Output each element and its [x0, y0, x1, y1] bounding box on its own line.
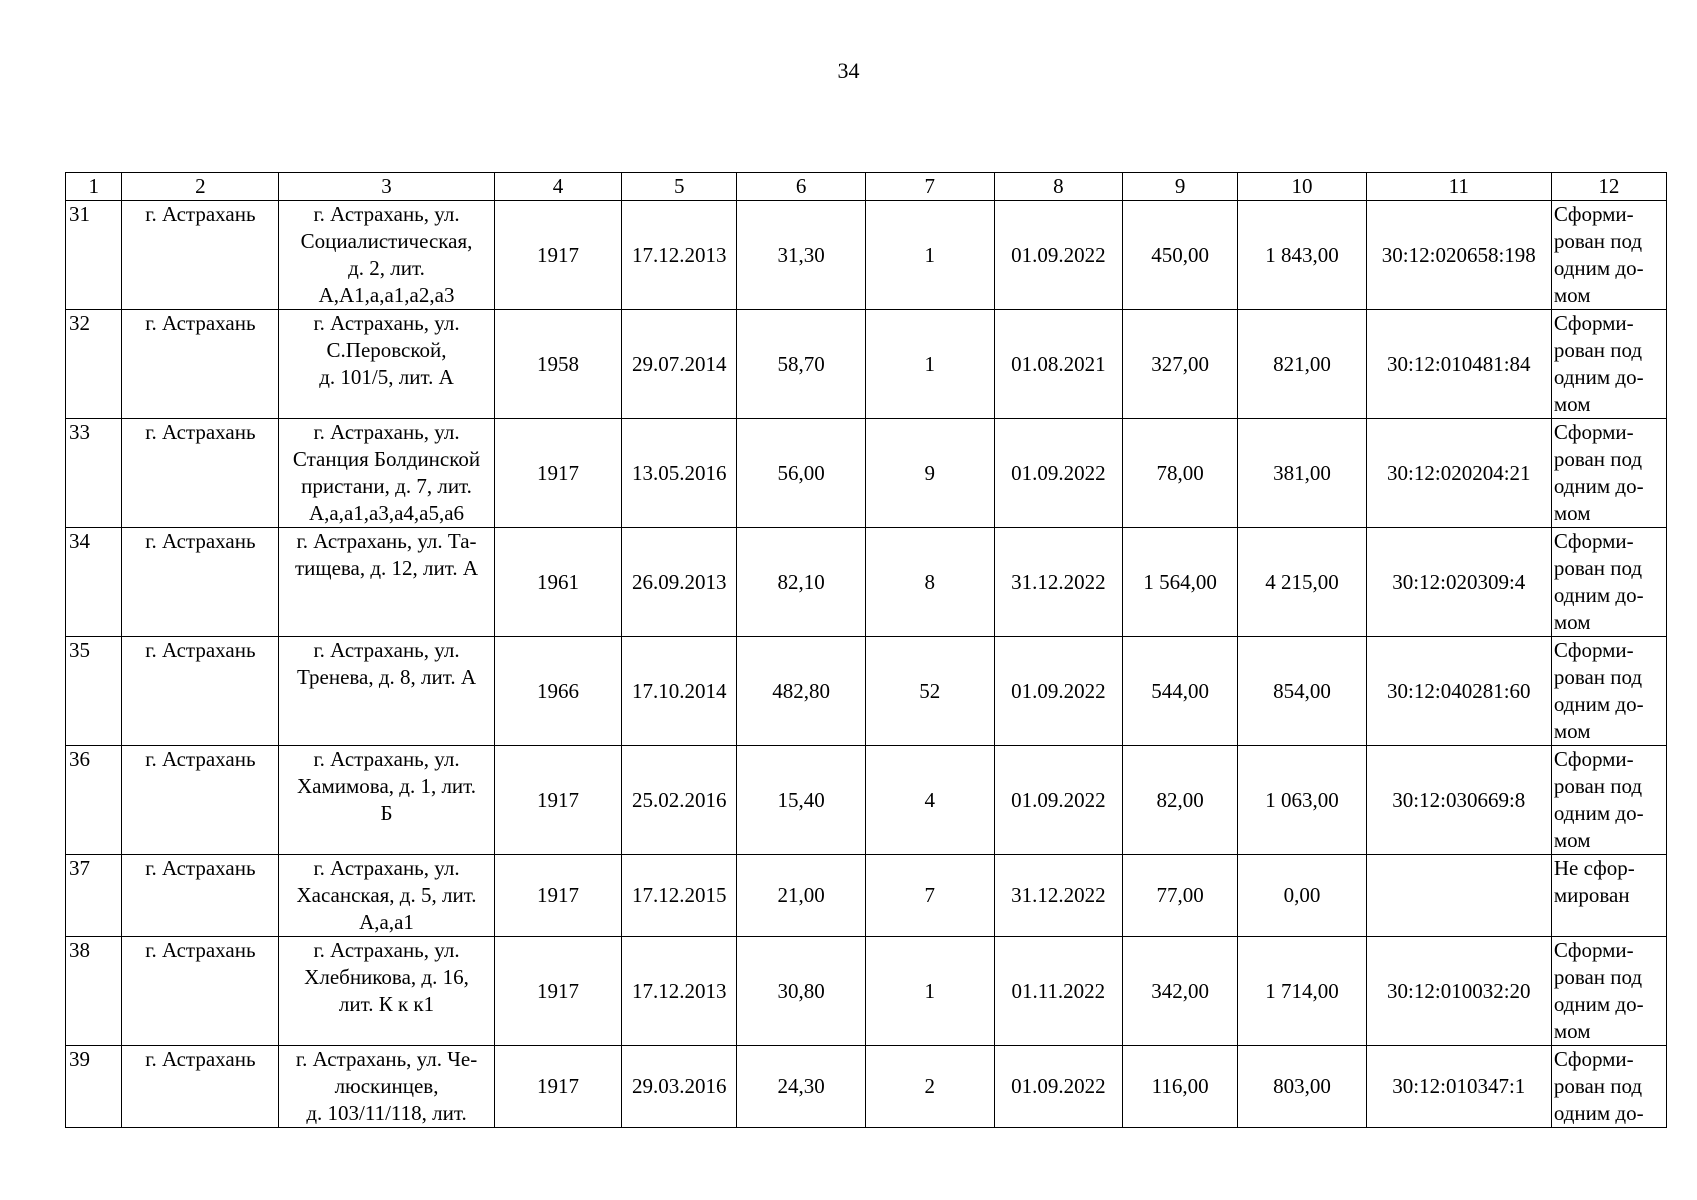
row-number: 35: [66, 637, 122, 746]
column-header: 2: [122, 173, 279, 201]
count-cell: 1: [865, 937, 994, 1046]
year-cell: 1966: [494, 637, 622, 746]
address-cell: [279, 746, 494, 855]
count-cell: 1: [865, 201, 994, 310]
column-header: 9: [1123, 173, 1238, 201]
address-cell: [279, 637, 494, 746]
col9-cell: 77,00: [1123, 855, 1238, 937]
count-cell: 4: [865, 746, 994, 855]
deadline-cell: 01.09.2022: [994, 746, 1123, 855]
date-cell: 26.09.2013: [622, 528, 737, 637]
deadline-cell: 31.12.2022: [994, 528, 1123, 637]
area-cell: 30,80: [737, 937, 866, 1046]
address-cell: [279, 1046, 494, 1128]
column-header: 11: [1366, 173, 1551, 201]
status-cell: [1551, 937, 1666, 1046]
column-header: 8: [994, 173, 1123, 201]
count-cell: 8: [865, 528, 994, 637]
column-header: 12: [1551, 173, 1666, 201]
year-cell: 1961: [494, 528, 622, 637]
col9-cell: 544,00: [1123, 637, 1238, 746]
col10-cell: 1 843,00: [1238, 201, 1367, 310]
column-header: 10: [1238, 173, 1367, 201]
area-cell: 15,40: [737, 746, 866, 855]
status-text: Сформи- рован под одним до- мом: [1553, 529, 1644, 634]
table-row: [66, 1046, 1667, 1128]
row-number: 37: [66, 855, 122, 937]
status-text: Не сфор- мирован: [1553, 856, 1635, 907]
date-cell: 17.12.2013: [622, 937, 737, 1046]
col9-cell: 327,00: [1123, 310, 1238, 419]
count-cell: 2: [865, 1046, 994, 1128]
row-number: 38: [66, 937, 122, 1046]
col9-cell: 82,00: [1123, 746, 1238, 855]
date-cell: 17.12.2015: [622, 855, 737, 937]
cadastral-number-cell: 30:12:010481:84: [1366, 310, 1551, 419]
area-cell: 31,30: [737, 201, 866, 310]
status-text: Сформи- рован под одним до-: [1553, 1047, 1644, 1125]
area-cell: 482,80: [737, 637, 866, 746]
city-cell: г. Астрахань: [122, 201, 279, 310]
address-text: г. Астрахань, ул. С.Перовской, д. 101/5, лит. А: [313, 311, 460, 389]
address-cell: [279, 528, 494, 637]
area-cell: 56,00: [737, 419, 866, 528]
row-number: 31: [66, 201, 122, 310]
table-row: [66, 637, 1667, 746]
col10-cell: 0,00: [1238, 855, 1367, 937]
date-cell: 25.02.2016: [622, 746, 737, 855]
col9-cell: 450,00: [1123, 201, 1238, 310]
row-number: 33: [66, 419, 122, 528]
address-text: г. Астрахань, ул. Че- люскинцев, д. 103/11/118, лит.: [295, 1047, 478, 1125]
column-header: 4: [494, 173, 622, 201]
col10-cell: 1 063,00: [1238, 746, 1367, 855]
status-cell: [1551, 746, 1666, 855]
deadline-cell: 01.09.2022: [994, 1046, 1123, 1128]
deadline-cell: 01.09.2022: [994, 201, 1123, 310]
city-cell: г. Астрахань: [122, 637, 279, 746]
table-row: [66, 855, 1667, 937]
cadastral-number-cell: 30:12:010347:1: [1366, 1046, 1551, 1128]
table-row: [66, 201, 1667, 310]
table-row: [66, 937, 1667, 1046]
address-cell: [279, 419, 494, 528]
deadline-cell: 01.08.2021: [994, 310, 1123, 419]
area-cell: 58,70: [737, 310, 866, 419]
address-text: г. Астрахань, ул. Та- тищева, д. 12, лит. А: [294, 529, 479, 580]
year-cell: 1917: [494, 201, 622, 310]
deadline-cell: 01.11.2022: [994, 937, 1123, 1046]
housing-register-table: [65, 172, 1667, 1128]
area-cell: 21,00: [737, 855, 866, 937]
col9-cell: 1 564,00: [1123, 528, 1238, 637]
status-text: Сформи- рован под одним до- мом: [1553, 420, 1644, 525]
deadline-cell: 01.09.2022: [994, 637, 1123, 746]
count-cell: 1: [865, 310, 994, 419]
year-cell: 1958: [494, 310, 622, 419]
page-number: 34: [837, 58, 860, 83]
row-number: 32: [66, 310, 122, 419]
year-cell: 1917: [494, 1046, 622, 1128]
year-cell: 1917: [494, 746, 622, 855]
row-number: 34: [66, 528, 122, 637]
col9-cell: 116,00: [1123, 1046, 1238, 1128]
cadastral-number-cell: 30:12:020204:21: [1366, 419, 1551, 528]
row-number: 36: [66, 746, 122, 855]
column-header: 6: [737, 173, 866, 201]
address-cell: [279, 855, 494, 937]
address-cell: [279, 937, 494, 1046]
address-text: г. Астрахань, ул. Хасанская, д. 5, лит. А,а,а1: [296, 856, 477, 934]
cadastral-number-cell: 30:12:020658:198: [1366, 201, 1551, 310]
status-text: Сформи- рован под одним до- мом: [1553, 311, 1644, 416]
cadastral-number-cell: 30:12:020309:4: [1366, 528, 1551, 637]
status-text: Сформи- рован под одним до- мом: [1553, 747, 1644, 852]
address-text: г. Астрахань, ул. Социалистическая, д. 2, лит. А,А1,а,а1,а2,а3: [300, 202, 473, 307]
count-cell: 7: [865, 855, 994, 937]
cadastral-number-cell: 30:12:010032:20: [1366, 937, 1551, 1046]
row-number: 39: [66, 1046, 122, 1128]
city-cell: г. Астрахань: [122, 746, 279, 855]
status-cell: [1551, 419, 1666, 528]
date-cell: 17.12.2013: [622, 201, 737, 310]
address-text: г. Астрахань, ул. Станция Болдинской пристани, д. 7, лит. А,а,а1,а3,а4,а5,а6: [292, 420, 481, 525]
city-cell: г. Астрахань: [122, 937, 279, 1046]
date-cell: 29.03.2016: [622, 1046, 737, 1128]
deadline-cell: 01.09.2022: [994, 419, 1123, 528]
status-cell: [1551, 528, 1666, 637]
status-cell: [1551, 1046, 1666, 1128]
table-row: [66, 528, 1667, 637]
status-cell: [1551, 310, 1666, 419]
address-text: г. Астрахань, ул. Хамимова, д. 1, лит. Б: [297, 747, 477, 825]
column-number-row: [66, 173, 1667, 201]
city-cell: г. Астрахань: [122, 1046, 279, 1128]
col9-cell: 78,00: [1123, 419, 1238, 528]
col10-cell: 4 215,00: [1238, 528, 1367, 637]
area-cell: 24,30: [737, 1046, 866, 1128]
col9-cell: 342,00: [1123, 937, 1238, 1046]
col10-cell: 1 714,00: [1238, 937, 1367, 1046]
date-cell: 13.05.2016: [622, 419, 737, 528]
city-cell: г. Астрахань: [122, 528, 279, 637]
column-header: 1: [66, 173, 122, 201]
cadastral-number-cell: [1366, 855, 1551, 937]
col10-cell: 803,00: [1238, 1046, 1367, 1128]
count-cell: 52: [865, 637, 994, 746]
status-cell: [1551, 637, 1666, 746]
col10-cell: 854,00: [1238, 637, 1367, 746]
col10-cell: 821,00: [1238, 310, 1367, 419]
address-cell: [279, 201, 494, 310]
table-row: [66, 746, 1667, 855]
status-text: Сформи- рован под одним до- мом: [1553, 638, 1644, 743]
count-cell: 9: [865, 419, 994, 528]
address-text: г. Астрахань, ул. Хлебникова, д. 16, лит. К к к1: [304, 938, 469, 1016]
date-cell: 29.07.2014: [622, 310, 737, 419]
address-text: г. Астрахань, ул. Тренева, д. 8, лит. А: [296, 638, 477, 689]
date-cell: 17.10.2014: [622, 637, 737, 746]
status-cell: [1551, 855, 1666, 937]
status-text: Сформи- рован под одним до- мом: [1553, 938, 1644, 1043]
status-text: Сформи- рован под одним до- мом: [1553, 202, 1644, 307]
year-cell: 1917: [494, 855, 622, 937]
status-cell: [1551, 201, 1666, 310]
table-row: [66, 310, 1667, 419]
city-cell: г. Астрахань: [122, 855, 279, 937]
cadastral-number-cell: 30:12:030669:8: [1366, 746, 1551, 855]
cadastral-number-cell: 30:12:040281:60: [1366, 637, 1551, 746]
year-cell: 1917: [494, 937, 622, 1046]
column-header: 3: [279, 173, 494, 201]
city-cell: г. Астрахань: [122, 310, 279, 419]
area-cell: 82,10: [737, 528, 866, 637]
year-cell: 1917: [494, 419, 622, 528]
table-row: [66, 419, 1667, 528]
city-cell: г. Астрахань: [122, 419, 279, 528]
col10-cell: 381,00: [1238, 419, 1367, 528]
address-cell: [279, 310, 494, 419]
column-header: 5: [622, 173, 737, 201]
column-header: 7: [865, 173, 994, 201]
deadline-cell: 31.12.2022: [994, 855, 1123, 937]
